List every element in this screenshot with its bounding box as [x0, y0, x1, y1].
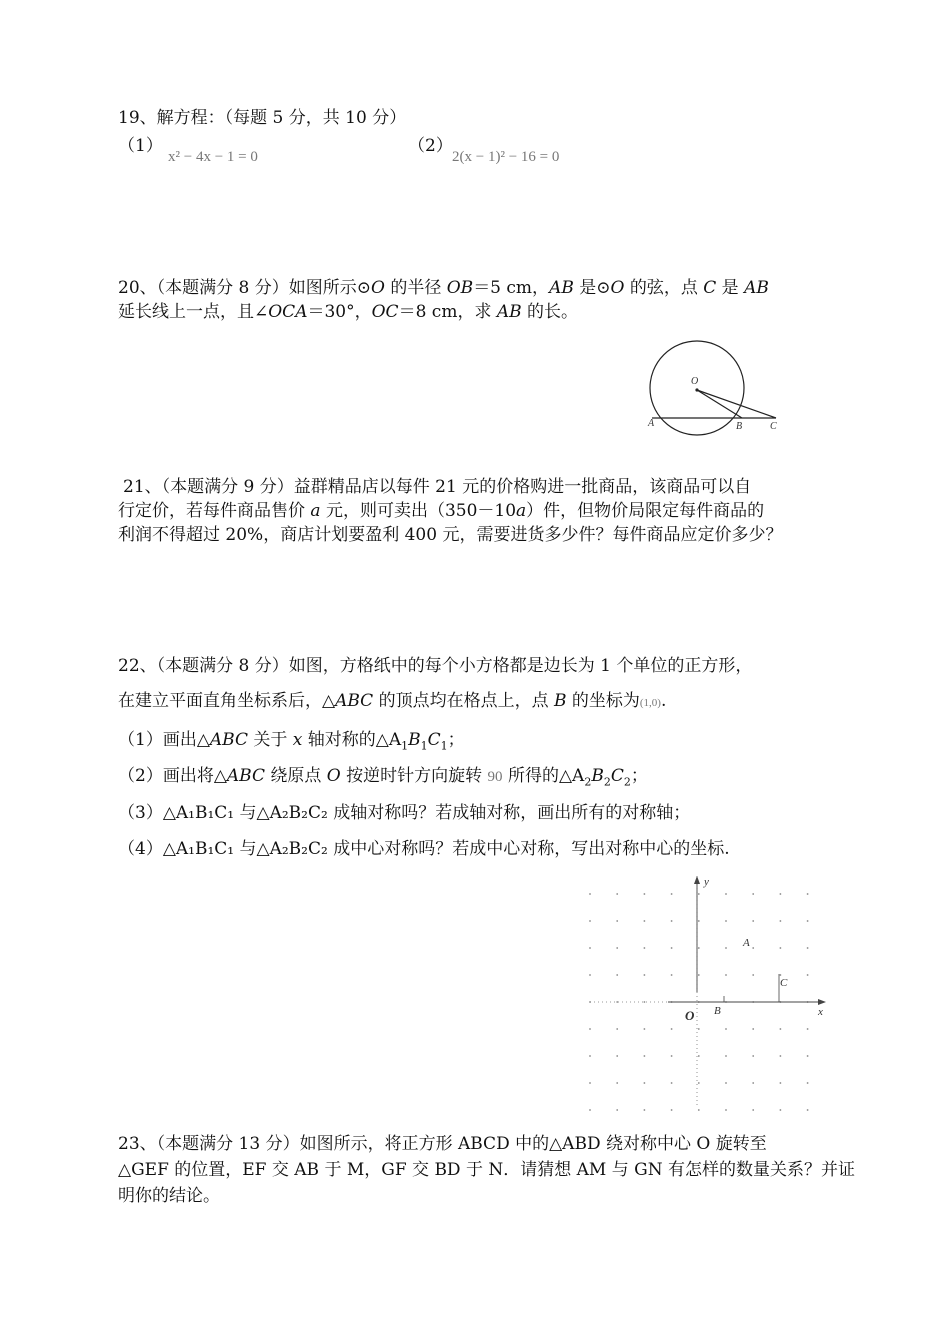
- grid-dot: [752, 947, 754, 949]
- grid-dot: [589, 893, 591, 895]
- grid-dot: [589, 947, 591, 949]
- grid-dot: [725, 920, 727, 922]
- grid-dot: [671, 920, 673, 922]
- q19-part2-number: （2）: [408, 136, 453, 156]
- q19-part2-equation: 2(x − 1)² − 16 = 0: [452, 149, 560, 165]
- q20-line2: 延长线上一点，且∠OCA＝30°，OC＝8 cm，求 AB 的长。: [118, 302, 579, 322]
- q22-line1: 22、（本题满分 8 分）如图，方格纸中的每个小方格都是边长为 1 个单位的正方形，: [118, 656, 753, 676]
- grid-dot: [644, 893, 646, 895]
- grid-dot: [671, 974, 673, 976]
- grid-dot: [807, 920, 809, 922]
- grid-dot: [698, 1055, 700, 1057]
- q22-line2: 在建立平面直角坐标系后，△ABC 的顶点均在格点上，点 B 的坐标为(1,0).: [118, 691, 667, 711]
- grid-dot: [752, 1055, 754, 1057]
- grid-dot: [725, 1109, 727, 1111]
- grid-dot: [725, 893, 727, 895]
- grid-dot: [725, 974, 727, 976]
- grid-dot: [752, 1028, 754, 1030]
- label-a: A: [648, 418, 655, 429]
- grid-dot: [644, 974, 646, 976]
- q23-line2: △GEF 的位置，EF 交 AB 于 M，GF 交 BD 于 N．请猜想 AM 与 GN 有怎样的数量关系？并证: [118, 1160, 856, 1180]
- grid-dot: [671, 1028, 673, 1030]
- grid-dot: [725, 1055, 727, 1057]
- q22-subquestion-2: （2）画出将△ABC 绕原点 O 按逆时针方向旋转 90 所得的$\triangle A_2B_2C_2$；: [118, 766, 648, 789]
- grid-dot: [752, 974, 754, 976]
- q22-subquestion-1: （1）画出△ABC 关于 x 轴对称的$\triangle A_1B_1C_1$；: [118, 730, 465, 753]
- q21-line2: 行定价，若每件商品售价 a 元，则可卖出（350－10a）件，但物价局限定每件商品的: [118, 501, 765, 521]
- grid-dot: [807, 1082, 809, 1084]
- grid-dot: [616, 974, 618, 976]
- grid-dot: [616, 1028, 618, 1030]
- grid-dot: [698, 974, 700, 976]
- q22-subquestion-3: （3）△A₁B₁C₁ 与△A₂B₂C₂ 成轴对称吗？若成轴对称，画出所有的对称轴；: [118, 803, 691, 823]
- grid-dot: [644, 1109, 646, 1111]
- grid-dot: [644, 920, 646, 922]
- grid-dot: [780, 920, 782, 922]
- grid-dot: [616, 1082, 618, 1084]
- grid-dot: [725, 947, 727, 949]
- q19-part1-equation: x² − 4x − 1 = 0: [168, 149, 258, 165]
- grid-dot: [698, 893, 700, 895]
- grid-dot: [752, 920, 754, 922]
- grid-dot: [671, 893, 673, 895]
- grid-dot: [644, 1082, 646, 1084]
- q21-line1: 21、（本题满分 9 分）益群精品店以每件 21 元的价格购进一批商品，该商品可以自: [123, 477, 752, 497]
- q23-line3: 明你的结论。: [118, 1186, 220, 1206]
- q22-subquestion-4: （4）△A₁B₁C₁ 与△A₂B₂C₂ 成中心对称吗？若成中心对称，写出对称中心的坐标.: [118, 839, 730, 859]
- grid-dot: [644, 1028, 646, 1030]
- grid-dot: [644, 947, 646, 949]
- grid-dot: [589, 1082, 591, 1084]
- grid-dot: [725, 1028, 727, 1030]
- grid-dot: [616, 920, 618, 922]
- grid-dot: [698, 1028, 700, 1030]
- q23-line1: 23、（本题满分 13 分）如图所示，将正方形 ABCD 中的△ABD 绕对称中心 O 旋转至: [118, 1134, 767, 1154]
- grid-dot: [698, 947, 700, 949]
- grid-dot: [780, 1082, 782, 1084]
- grid-dot: [698, 1109, 700, 1111]
- grid-dot: [752, 1109, 754, 1111]
- grid-dot: [725, 1082, 727, 1084]
- grid-dot: [616, 1055, 618, 1057]
- label-c: C: [780, 977, 788, 989]
- label-b: B: [714, 1005, 721, 1017]
- grid-dot: [616, 1109, 618, 1111]
- label-o: O: [685, 1008, 695, 1023]
- x-axis-arrow: [818, 999, 826, 1005]
- grid-dot: [752, 1082, 754, 1084]
- grid-dot: [780, 1028, 782, 1030]
- grid-dot: [616, 947, 618, 949]
- grid-dot: [589, 1028, 591, 1030]
- grid-dot: [807, 893, 809, 895]
- grid-dot: [698, 920, 700, 922]
- q19-part1-number: （1）: [118, 136, 163, 156]
- q22-grid-figure: [580, 868, 840, 1118]
- grid-dot: [589, 920, 591, 922]
- point-o: [695, 388, 698, 391]
- grid-dot: [807, 947, 809, 949]
- grid-dot: [780, 947, 782, 949]
- grid-dot: [589, 1055, 591, 1057]
- grid-dot: [780, 1109, 782, 1111]
- circle-o: [650, 341, 744, 435]
- grid-dot: [807, 1055, 809, 1057]
- grid-dot: [752, 893, 754, 895]
- grid-dot: [644, 1001, 646, 1003]
- grid-dot: [807, 1028, 809, 1030]
- label-a: A: [743, 937, 750, 949]
- grid-dot: [644, 1055, 646, 1057]
- grid-dot: [671, 947, 673, 949]
- label-b: B: [736, 421, 743, 432]
- grid-dot: [616, 1001, 618, 1003]
- grid-dot: [589, 1109, 591, 1111]
- grid-dot: [671, 1082, 673, 1084]
- y-axis-arrow: [694, 876, 700, 884]
- grid-dot: [671, 1109, 673, 1111]
- label-o: O: [691, 376, 699, 387]
- q20-circle-figure: [640, 340, 790, 440]
- grid-dot: [698, 1082, 700, 1084]
- grid-dot: [780, 974, 782, 976]
- label-x: x: [818, 1006, 823, 1018]
- grid-dot: [589, 974, 591, 976]
- label-y: y: [704, 876, 709, 888]
- q21-line3: 利润不得超过 20%，商店计划要盈利 400 元，需要进货多少件？每件商品应定价多少？: [118, 525, 783, 545]
- grid-dot: [807, 1109, 809, 1111]
- grid-dot: [780, 893, 782, 895]
- grid-dot: [671, 1055, 673, 1057]
- grid-dot: [780, 1055, 782, 1057]
- grid-dot: [807, 974, 809, 976]
- grid-dot: [616, 893, 618, 895]
- label-c: C: [770, 421, 777, 432]
- q19-title: 19、解方程：（每题 5 分，共 10 分）: [118, 108, 407, 128]
- q20-line1: 20、（本题满分 8 分）如图所示⊙O 的半径 OB＝5 cm，AB 是⊙O 的弦，点 C 是 AB: [118, 278, 769, 298]
